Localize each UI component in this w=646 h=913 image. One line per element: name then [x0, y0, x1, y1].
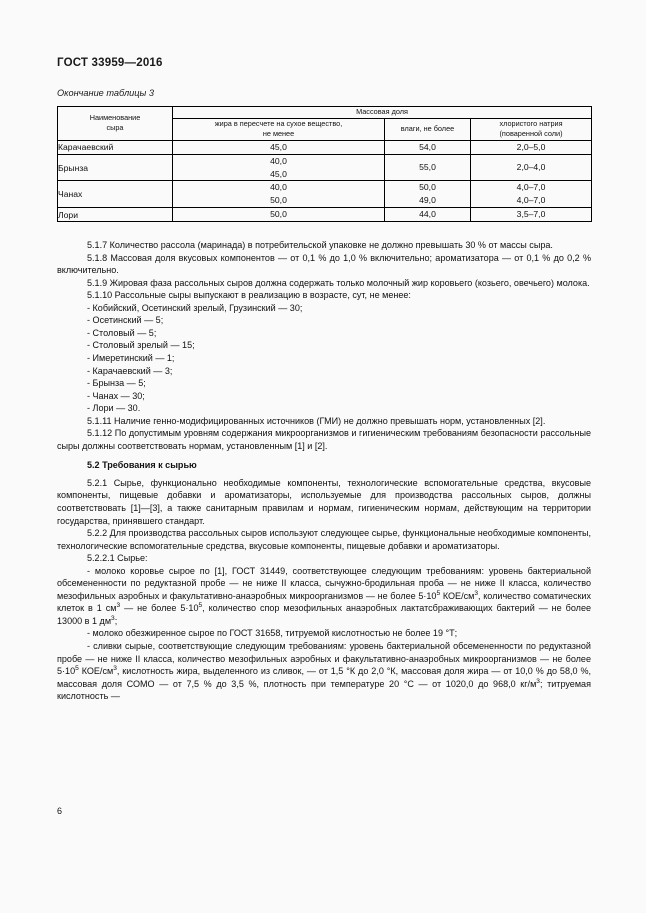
header-fat-dry-matter	[173, 118, 385, 140]
list-item-osetinsky: - Осетинский — 5;	[87, 315, 164, 326]
clause-5-2-1: 5.2.1 Сырье, функционально необходимые компоненты, технологические вспомогательные средства, вкусовые компоненты, пищевые добавки и ароматизаторы, используемые для производства рассольных сыров, должны соответствовать [1]—[3], а также санитарным правилам и нормам, гигиеническим нормам, действующим на территории государства, принявшего стандарт.	[57, 477, 591, 526]
table-row	[58, 154, 592, 181]
raw-milk-part6: ;	[114, 615, 118, 626]
header-cheese-name	[58, 107, 173, 141]
page-number: 6	[57, 806, 63, 816]
header-moisture	[385, 118, 471, 140]
header-cheese-name-line2: сыра	[106, 123, 124, 133]
cell-salt: 2,0–4,0	[471, 154, 592, 181]
clause-5-1-8: 5.1.8 Массовая доля вкусовых компонентов — от 0,1 % до 1,0 % включительно; ароматизатора — от 0,1 % до 0,2 % включительно.	[57, 252, 591, 276]
cell-fat: 50,0	[173, 208, 385, 222]
clause-5-2-2-1: 5.2.2.1 Сырье:	[87, 553, 148, 564]
cream-part1: - сливки сырые, соответствующие следующим требованиям: уровень бактериальной обсемененности по редуктазной пробе — не ниже II класса, количество мезофильных аэробных и факультативно-анаэробных микроорганизмов — не более 5·10	[57, 641, 591, 677]
cell-fat: 40,0 50,0	[173, 181, 385, 208]
body-text	[57, 239, 591, 703]
raw-milk-sup-5: 3	[111, 614, 115, 622]
table-caption: Окончание таблицы 3	[57, 88, 154, 98]
table-header-row-top	[58, 107, 592, 119]
table-row	[58, 140, 592, 154]
list-item-raw-cream	[57, 640, 591, 703]
clause-5-1-7: 5.1.7 Количество рассола (маринада) в потребительской упаковке не должно превышать 30 % от массы сыра.	[87, 240, 553, 251]
cell-salt: 4,0–7,0 4,0–7,0	[471, 181, 592, 208]
table-row	[58, 208, 592, 222]
raw-milk-sup-2: 3	[474, 589, 479, 597]
header-moisture-line1: влаги, не более	[400, 123, 455, 133]
standard-header: ГОСТ 33959—2016	[57, 57, 163, 69]
list-item-chanakh: - Чанах — 30;	[87, 390, 145, 401]
header-mass-fraction-group: Массовая доля	[173, 107, 592, 119]
clause-5-1-12: 5.1.12 По допустимым уровням содержания микроорганизмов и гигиеническим требованиям безопасности рассольные сыры должны соответствовать нормам, установленным [1] и [2].	[57, 428, 591, 451]
cell-fat: 40,0 45,0	[173, 154, 385, 181]
cell-cheese-name: Карачаевский	[58, 140, 173, 154]
raw-milk-part2: КОЕ/см	[440, 590, 475, 601]
cell-moisture: 50,0 49,0	[385, 181, 471, 208]
header-fat-line1: жира в пересчете на сухое вещество,	[214, 118, 343, 128]
raw-milk-part3: , количество соматических клеток в 1 см	[57, 590, 592, 614]
cell-moisture: 44,0	[385, 208, 471, 222]
clause-5-1-11: 5.1.11 Наличие генно-модифицированных источников (ГМИ) не должно превышать норм, установленных [2].	[87, 415, 546, 426]
clause-5-2-2: 5.2.2 Для производства рассольных сыров используют следующее сырье, функциональные необходимые компоненты, технологические вспомогательные средства, вкусовые компоненты, пищевые добавки и ароматизаторы.	[57, 528, 591, 551]
cream-sup-3: 3	[536, 677, 540, 685]
header-cheese-name-line1: Наименование	[89, 112, 141, 122]
header-salt-line1: хлористого натрия	[499, 118, 563, 128]
cell-moisture: 55,0	[385, 154, 471, 181]
raw-milk-sup-3: 3	[116, 602, 121, 610]
clause-5-1-9: 5.1.9 Жировая фаза рассольных сыров должна содержать только молочный жир коровьего (козьего, овечьего) молока.	[87, 277, 590, 288]
list-item-skim-milk: - молоко обезжиренное сырое по ГОСТ 31658, титруемой кислотностью не более 19 °Т;	[87, 628, 458, 639]
list-item-stolovy-zrely: - Столовый зрелый — 15;	[87, 340, 195, 351]
cream-sup-1: 5	[75, 665, 79, 673]
list-item-raw-cow-milk	[57, 565, 591, 628]
cell-cheese-name: Чанах	[58, 181, 173, 208]
list-item-lori: - Лори — 30.	[87, 403, 141, 414]
cell-cheese-name: Лори	[58, 208, 173, 222]
raw-milk-sup-1: 5	[436, 589, 441, 597]
header-salt-line2: (поваренной соли)	[499, 129, 563, 139]
header-fat-line2: не менее	[262, 129, 295, 139]
cream-part4: ; титруемая кислотность —	[57, 678, 591, 702]
cell-moisture: 54,0	[385, 140, 471, 154]
list-item-imeretinsky: - Имеретинский — 1;	[87, 353, 175, 363]
raw-milk-part4: — не более 5·10	[120, 603, 199, 614]
section-heading-5-2: 5.2 Требования к сырью	[87, 460, 197, 471]
cell-salt: 3,5–7,0	[471, 208, 592, 222]
cheese-specification-table	[57, 106, 592, 222]
table-head	[58, 107, 592, 141]
raw-milk-part1: - молоко коровье сырое по [1], ГОСТ 31449, соответствующее следующим требованиям: уровень бактериальной обсемененности по редуктазной пробе — не ниже II класса, сычужно-бродильная проба — не ниже II класса, количество мезофильных аэробных и факультативно-анаэробных микроорганизмов — не более 5·10	[57, 565, 591, 601]
cell-salt: 2,0–5,0	[471, 140, 592, 154]
list-item-brynza: - Брынза — 5;	[87, 378, 146, 389]
list-item-kobiysky: - Кобийский, Осетинский зрелый, Грузинский — 30;	[87, 302, 303, 313]
list-item-karachaevsky: - Карачаевский — 3;	[87, 365, 173, 376]
header-sodium-chloride	[471, 118, 592, 140]
raw-milk-sup-4: 5	[198, 602, 203, 610]
table-body	[58, 140, 592, 221]
raw-milk-part5: , количество спор мезофильных анаэробных лактатсбраживающих бактерий — не более 13000 в 1 дм	[57, 603, 592, 626]
cream-part3: , кислотность жира, выделенного из сливок, — от 1,5 °К до 2,0 °К, массовая доля жира — от 10,0 % до 58,0 %, массовая доля СОМО — от 7,5 % до 3,5 %, плотность при температуре 20 °С — от 1020,0 до 968,0 кг/м	[57, 666, 591, 689]
page-content	[57, 0, 591, 703]
clause-5-1-10: 5.1.10 Рассольные сыры выпускают в реализацию в возрасте, сут, не менее:	[87, 290, 411, 301]
cream-sup-2: 3	[113, 665, 117, 673]
cell-cheese-name: Брынза	[58, 154, 173, 181]
cell-fat: 45,0	[173, 140, 385, 154]
cream-part2: КОЕ/см	[78, 666, 114, 677]
table-row	[58, 181, 592, 208]
list-item-stolovy: - Столовый — 5;	[87, 327, 157, 338]
